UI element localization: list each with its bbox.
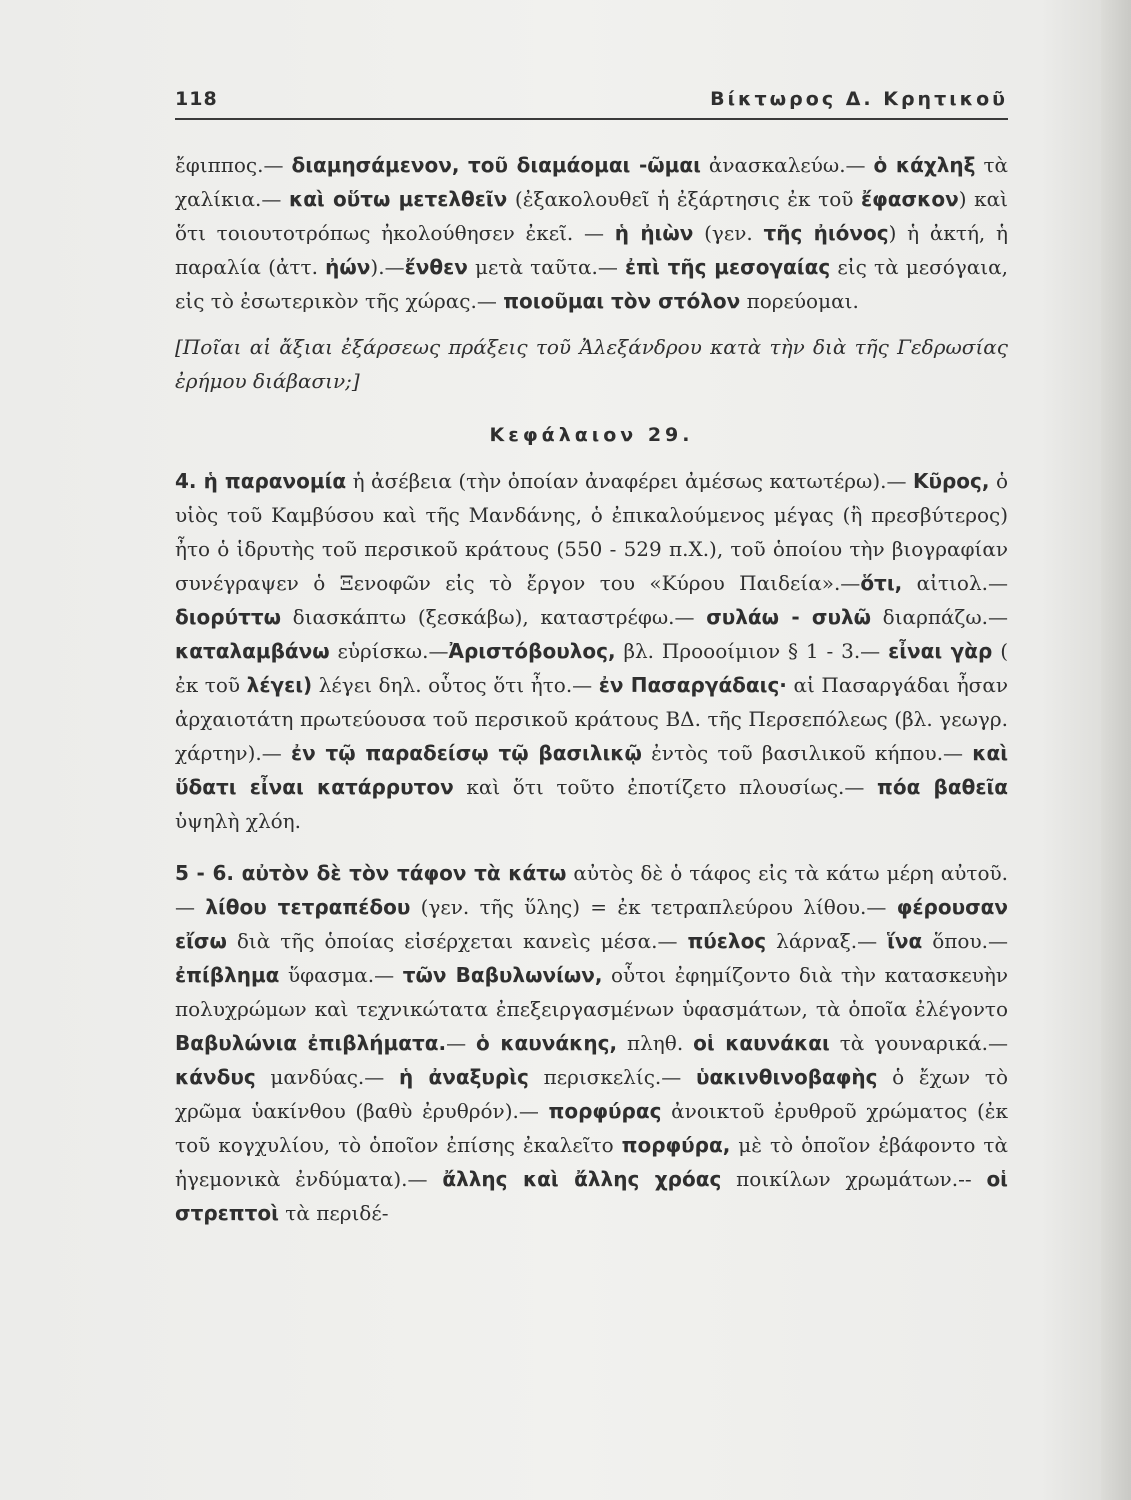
text-span: βλ. Προοοίμιον § 1 - 3.—	[615, 639, 889, 663]
text-span: λάρναξ.—	[766, 929, 888, 953]
text-span: τὰ περιδέ-	[278, 1201, 389, 1225]
lemma: κάνδυς	[175, 1065, 256, 1089]
text-span: ποικίλων χρωμάτων.--	[721, 1167, 987, 1191]
text-span: διαρπάζω.—	[871, 605, 1008, 629]
lemma: καὶ οὕτω μετελθεῖν	[288, 187, 508, 211]
text-span: διὰ τῆς ὁποίας εἰσέρχεται κανεὶς μέσα.—	[226, 929, 688, 953]
text-span: πληθ.	[617, 1031, 694, 1055]
lemma: ὅτι,	[860, 571, 903, 595]
lemma: τῶν Βαβυλωνίων,	[402, 963, 603, 987]
text-span: ἡ ἀσέβεια (τὴν ὁποίαν ἀναφέρει ἀμέσως κατωτέρω).—	[346, 469, 913, 493]
lemma: διαμησάμενον, τοῦ διαμάομαι -ῶμαι	[291, 153, 701, 177]
text-span: καὶ ὅτι τοῦτο ἐποτίζετο πλουσίως.—	[453, 775, 878, 799]
text-span: λέγει δηλ. οὗτος ὅτι ἦτο.—	[312, 673, 599, 697]
text-span: ὅπου.—	[922, 929, 1008, 953]
lemma: ἐν Πασαργάδαις·	[598, 673, 787, 697]
running-head	[175, 88, 1008, 120]
text-span: πορεύομαι.	[740, 289, 859, 313]
text-span: μετὰ ταῦτα.—	[467, 255, 626, 279]
lemma: Ἀριστόβουλος,	[448, 639, 616, 663]
text-span: ἔφιππος.—	[175, 153, 292, 177]
text-span: ἀνασκαλεύω.—	[700, 153, 874, 177]
lemma: οἱ στρεπτοὶ	[175, 1167, 1008, 1225]
lemma: λίθου τετραπέδου	[205, 895, 411, 919]
lemma: ὁ κάχληξ	[873, 153, 976, 177]
text-span: αὐτὸς δὲ ὁ τάφος εἰς τὰ κάτω μέρη αὐτοῦ.—	[175, 861, 1008, 919]
text-span: περισκελίς.—	[528, 1065, 696, 1089]
lemma: καταλαμβάνω	[175, 639, 330, 663]
text-span: εὑρίσκω.—	[329, 639, 449, 663]
lemma: οἱ καυνάκαι	[693, 1031, 830, 1055]
text-span: (ἐξακολουθεῖ ἡ ἐξάρτησις ἐκ τοῦ	[507, 187, 862, 211]
lemma: διορύττω	[175, 605, 282, 629]
text-span: μανδύας.—	[255, 1065, 399, 1089]
lemma: ὁ καυνάκης,	[476, 1031, 618, 1055]
lemma: συλάω - συλῶ	[706, 605, 872, 629]
paragraph-1	[175, 148, 1008, 318]
paragraph-5	[175, 856, 1008, 1230]
text-span: διασκάπτω (ξεσκάβω), καταστρέφω.—	[281, 605, 707, 629]
lemma: Κῦρος,	[912, 469, 990, 493]
lemma: ποιοῦμαι τὸν στόλον	[503, 289, 741, 313]
review-question: [Ποῖαι αἱ ἄξιαι ἐξάρσεως πράξεις τοῦ Ἀλεξάνδρου κατὰ τὴν διὰ τῆς Γεδρωσίας ἐρήμου διάβασιν;]	[175, 335, 1008, 393]
lemma: ἡ ἠιὼν	[614, 221, 694, 245]
lemma: ὑακινθινοβαφὴς	[695, 1065, 878, 1089]
text-span: εἰς τὰ μεσόγαια, εἰς τὸ ἐσωτερικὸν τῆς χώρας.—	[175, 255, 1009, 313]
lemma: πύελος	[687, 929, 767, 953]
text-span: ὑψηλὴ χλόη.	[175, 809, 302, 833]
lemma: ἔφασκον	[861, 187, 959, 211]
page-number: 118	[175, 88, 218, 110]
lemma: φέρουσαν εἴσω	[175, 895, 1009, 953]
lemma: πορφύρας	[548, 1099, 662, 1123]
text-span: ( ἐκ τοῦ	[175, 639, 1008, 697]
text-span: ).—	[370, 255, 405, 279]
lemma: πορφύρα,	[621, 1133, 731, 1157]
page-edge	[1101, 0, 1131, 1500]
lemma: Βαβυλώνια ἐπιβλήματα.	[175, 1031, 447, 1055]
lemma: τῆς ἠιόνος	[763, 221, 889, 245]
lemma: ἡ ἀναξυρὶς	[398, 1065, 529, 1089]
lemma: ἵνα	[887, 929, 923, 953]
text-span: (γεν. τῆς ὕλης) = ἐκ τετραπλεύρου λίθου.—	[410, 895, 897, 919]
chapter-heading: Κεφάλαιον 29.	[489, 424, 694, 446]
text-span: —	[446, 1031, 477, 1055]
text-span: ὁ ἔχων τὸ χρῶμα ὑακίνθου (βαθὺ ἐρυθρόν).—	[175, 1065, 1008, 1123]
lemma: 5 - 6. αὐτὸν δὲ τὸν τάφον τὰ κάτω	[175, 861, 567, 885]
text-span: (γεν.	[693, 221, 764, 245]
lemma: καὶ ὕδατι εἶναι κατάρρυτον	[175, 741, 1008, 799]
text-span: τὰ χαλίκια.—	[175, 153, 1009, 211]
lemma: πόα βαθεῖα	[877, 775, 1008, 799]
paragraph-4	[175, 464, 1008, 838]
text-span: ἐντὸς τοῦ βασιλικοῦ κήπου.—	[641, 741, 973, 765]
lemma: λέγει)	[246, 673, 313, 697]
text-span: αἱ Πασαργάδαι ἦσαν ἀρχαιοτάτη πρωτεύουσα τοῦ περσικοῦ κράτους ΒΔ. τῆς Περσεπόλεως (βλ. γεωγρ. χάρτην).—	[175, 673, 1008, 765]
body-text	[175, 148, 1008, 1230]
lemma: ἠών	[325, 255, 371, 279]
text-span: ) καὶ ὅτι τοιουτοτρόπως ἠκολούθησεν ἐκεῖ. —	[175, 187, 1008, 245]
text-span: οὗτοι ἐφημίζοντο διὰ τὴν κατασκευὴν πολυχρώμων καὶ τεχνικώτατα ἐπεξειργασμένων ὑφασμάτων, τὰ ὁποῖα ἐλέγοντο	[175, 963, 1008, 1021]
lemma: 4. ἡ παρανομία	[175, 469, 347, 493]
text-span: τὰ γουναρικά.—	[829, 1031, 1009, 1055]
text-span: μὲ τὸ ὁποῖον ἐβάφοντο τὰ ἡγεμονικὰ ἐνδύματα).—	[175, 1133, 1009, 1191]
lemma: ἐπίβλημα	[175, 963, 280, 987]
lemma: ἄλλης καὶ ἄλλης χρόας	[442, 1167, 722, 1191]
text-span: ὁ υἱὸς τοῦ Καμβύσου καὶ τῆς Μανδάνης, ὁ ἐπικαλούμενος μέγας (ἢ πρεσβύτερος) ἦτο ὁ ἱδρυτὴς τοῦ περσικοῦ κράτους (550 - 529 π.Χ.), τοῦ ὁποίου τὴν βιογραφίαν συνέγραψεν ὁ Ξενοφῶν εἰς τὸ ἔργον του «Κύρου Παιδεία».—	[175, 469, 1008, 595]
lemma: ἐπὶ τῆς μεσογαίας	[625, 255, 831, 279]
text-span: αἰτιολ.—	[902, 571, 1008, 595]
lemma: εἶναι γὰρ	[888, 639, 993, 663]
lemma: ἔνθεν	[404, 255, 468, 279]
lemma: ἐν τῷ παραδείσῳ τῷ βασιλικῷ	[290, 741, 642, 765]
running-title: Βίκτωρος Δ. Κρητικοῦ	[710, 88, 1008, 110]
text-span: ὕφασμα.—	[279, 963, 403, 987]
text-span: ἀνοικτοῦ ἐρυθροῦ χρώματος (ἐκ τοῦ κογχυλίου, τὸ ὁποῖον ἐπίσης ἐκαλεῖτο	[175, 1099, 1008, 1157]
text-span: ) ἡ ἀκτή, ἡ παραλία (ἀττ.	[175, 221, 1009, 279]
